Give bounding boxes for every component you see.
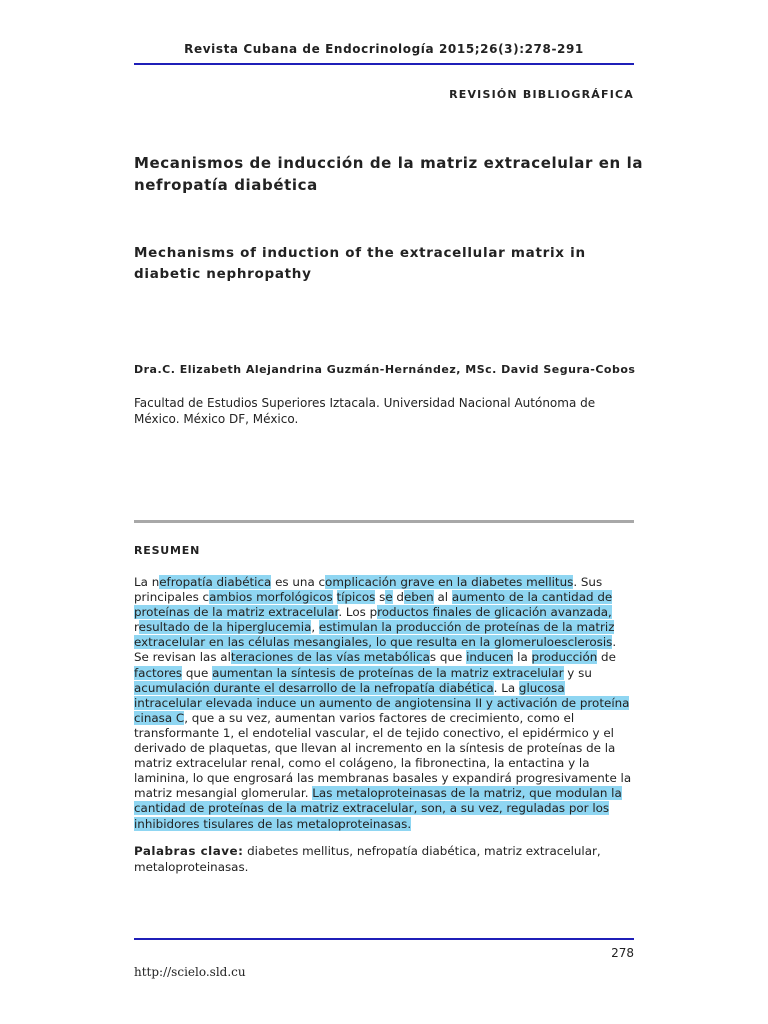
section-type-label: REVISIÓN BIBLIOGRÁFICA	[449, 88, 634, 101]
keywords-label: Palabras clave:	[134, 844, 244, 858]
abstract-text: la	[513, 650, 532, 665]
affiliation: Facultad de Estudios Superiores Iztacala. Universidad Nacional Autónoma de México. México DF, México.	[134, 396, 596, 426]
abstract-heading: RESUMEN	[134, 544, 201, 557]
page-number: 278	[611, 946, 634, 960]
abstract-body	[134, 575, 634, 832]
abstract-text: s	[375, 590, 386, 605]
journal-citation: Revista Cubana de Endocrinología 2015;26(3):278-291	[184, 42, 584, 56]
highlighted-text: roductos finales de glicación avanzada,	[377, 605, 612, 620]
abstract-text: d	[392, 590, 404, 605]
abstract-text: . La	[493, 680, 519, 695]
footer-divider	[134, 938, 634, 940]
highlighted-text: estimulan la producción de proteínas de la matriz extracelular en las células mesangiales, lo que resulta en la glomeruloesclerosis	[134, 620, 615, 650]
abstract-text: . Se revisan las al	[134, 635, 617, 665]
highlighted-text: aumento de la cantidad de proteínas de la matriz extracelular	[134, 590, 613, 620]
abstract-text: , que a su vez, aumentan varios factores de crecimiento, como el transformante 1, el endotelial vascular, el de tejido conectivo, el epidérmico y el derivado de plaquetas, que llevan al incremento en la síntesis de proteínas de la matriz extracelular renal, como el colágeno, la fibronectina, la entactina y la laminina, lo que engrosará las membranas basales y expandirá progresivamente la matriz mesangial glomerular.	[134, 710, 632, 801]
section-divider	[134, 520, 634, 523]
highlighted-text: producción	[531, 650, 598, 665]
abstract-text: La n	[134, 575, 160, 589]
highlighted-text: inducen	[466, 650, 514, 665]
abstract-text: s que	[429, 650, 467, 665]
keywords	[134, 844, 634, 875]
abstract-text	[333, 590, 337, 604]
abstract-text: y su	[563, 665, 592, 680]
highlighted-text: típicos	[336, 590, 376, 605]
abstract-text: ,	[311, 620, 319, 635]
keywords-text: diabetes mellitus, nefropatía diabética, matriz extracelular, metaloproteinasas.	[134, 844, 601, 874]
header-divider	[134, 63, 634, 65]
article-title-spanish: Mecanismos de inducción de la matriz extracelular en la nefropatía diabética	[134, 154, 644, 194]
highlighted-text: esultado de la hiperglucemia	[138, 620, 312, 635]
highlighted-text: acumulación durante el desarrollo de la nefropatía diabética	[134, 680, 494, 695]
highlighted-text: eben	[403, 590, 434, 605]
abstract-text: r	[134, 620, 139, 635]
abstract-text: . Sus principales c	[134, 575, 603, 605]
highlighted-text: aumentan la síntesis de proteínas de la matriz extracelular	[212, 665, 564, 680]
abstract-text: que	[182, 665, 213, 680]
highlighted-text: ambios morfológicos	[209, 590, 333, 605]
highlighted-text: e	[385, 590, 393, 605]
article-title-english: Mechanisms of induction of the extracellular matrix in diabetic nephropathy	[134, 245, 586, 282]
abstract-text: es una c	[271, 575, 326, 589]
highlighted-text: teraciones de las vías metabólica	[230, 650, 430, 665]
highlighted-text: factores	[134, 665, 183, 680]
highlighted-text: efropatía diabética	[159, 575, 272, 589]
site-url: http://scielo.sld.cu	[134, 965, 246, 979]
abstract-text: . Los p	[338, 605, 378, 620]
authors: Dra.C. Elizabeth Alejandrina Guzmán-Hernández, MSc. David Segura-Cobos	[134, 363, 636, 376]
highlighted-text: omplicación grave en la diabetes mellitus	[325, 575, 574, 589]
abstract-text: al	[433, 590, 452, 605]
highlighted-text: Las metaloproteinasas de la matriz, que modulan la cantidad de proteínas de la matriz extracelular, son, a su vez, reguladas por los inhibidores tisulares de las metaloproteinasas.	[134, 786, 622, 831]
highlighted-text: glucosa intracelular elevada induce un aumento de angiotensina II y activación de proteína cinasa C	[134, 680, 630, 725]
abstract-text: de	[597, 650, 616, 665]
